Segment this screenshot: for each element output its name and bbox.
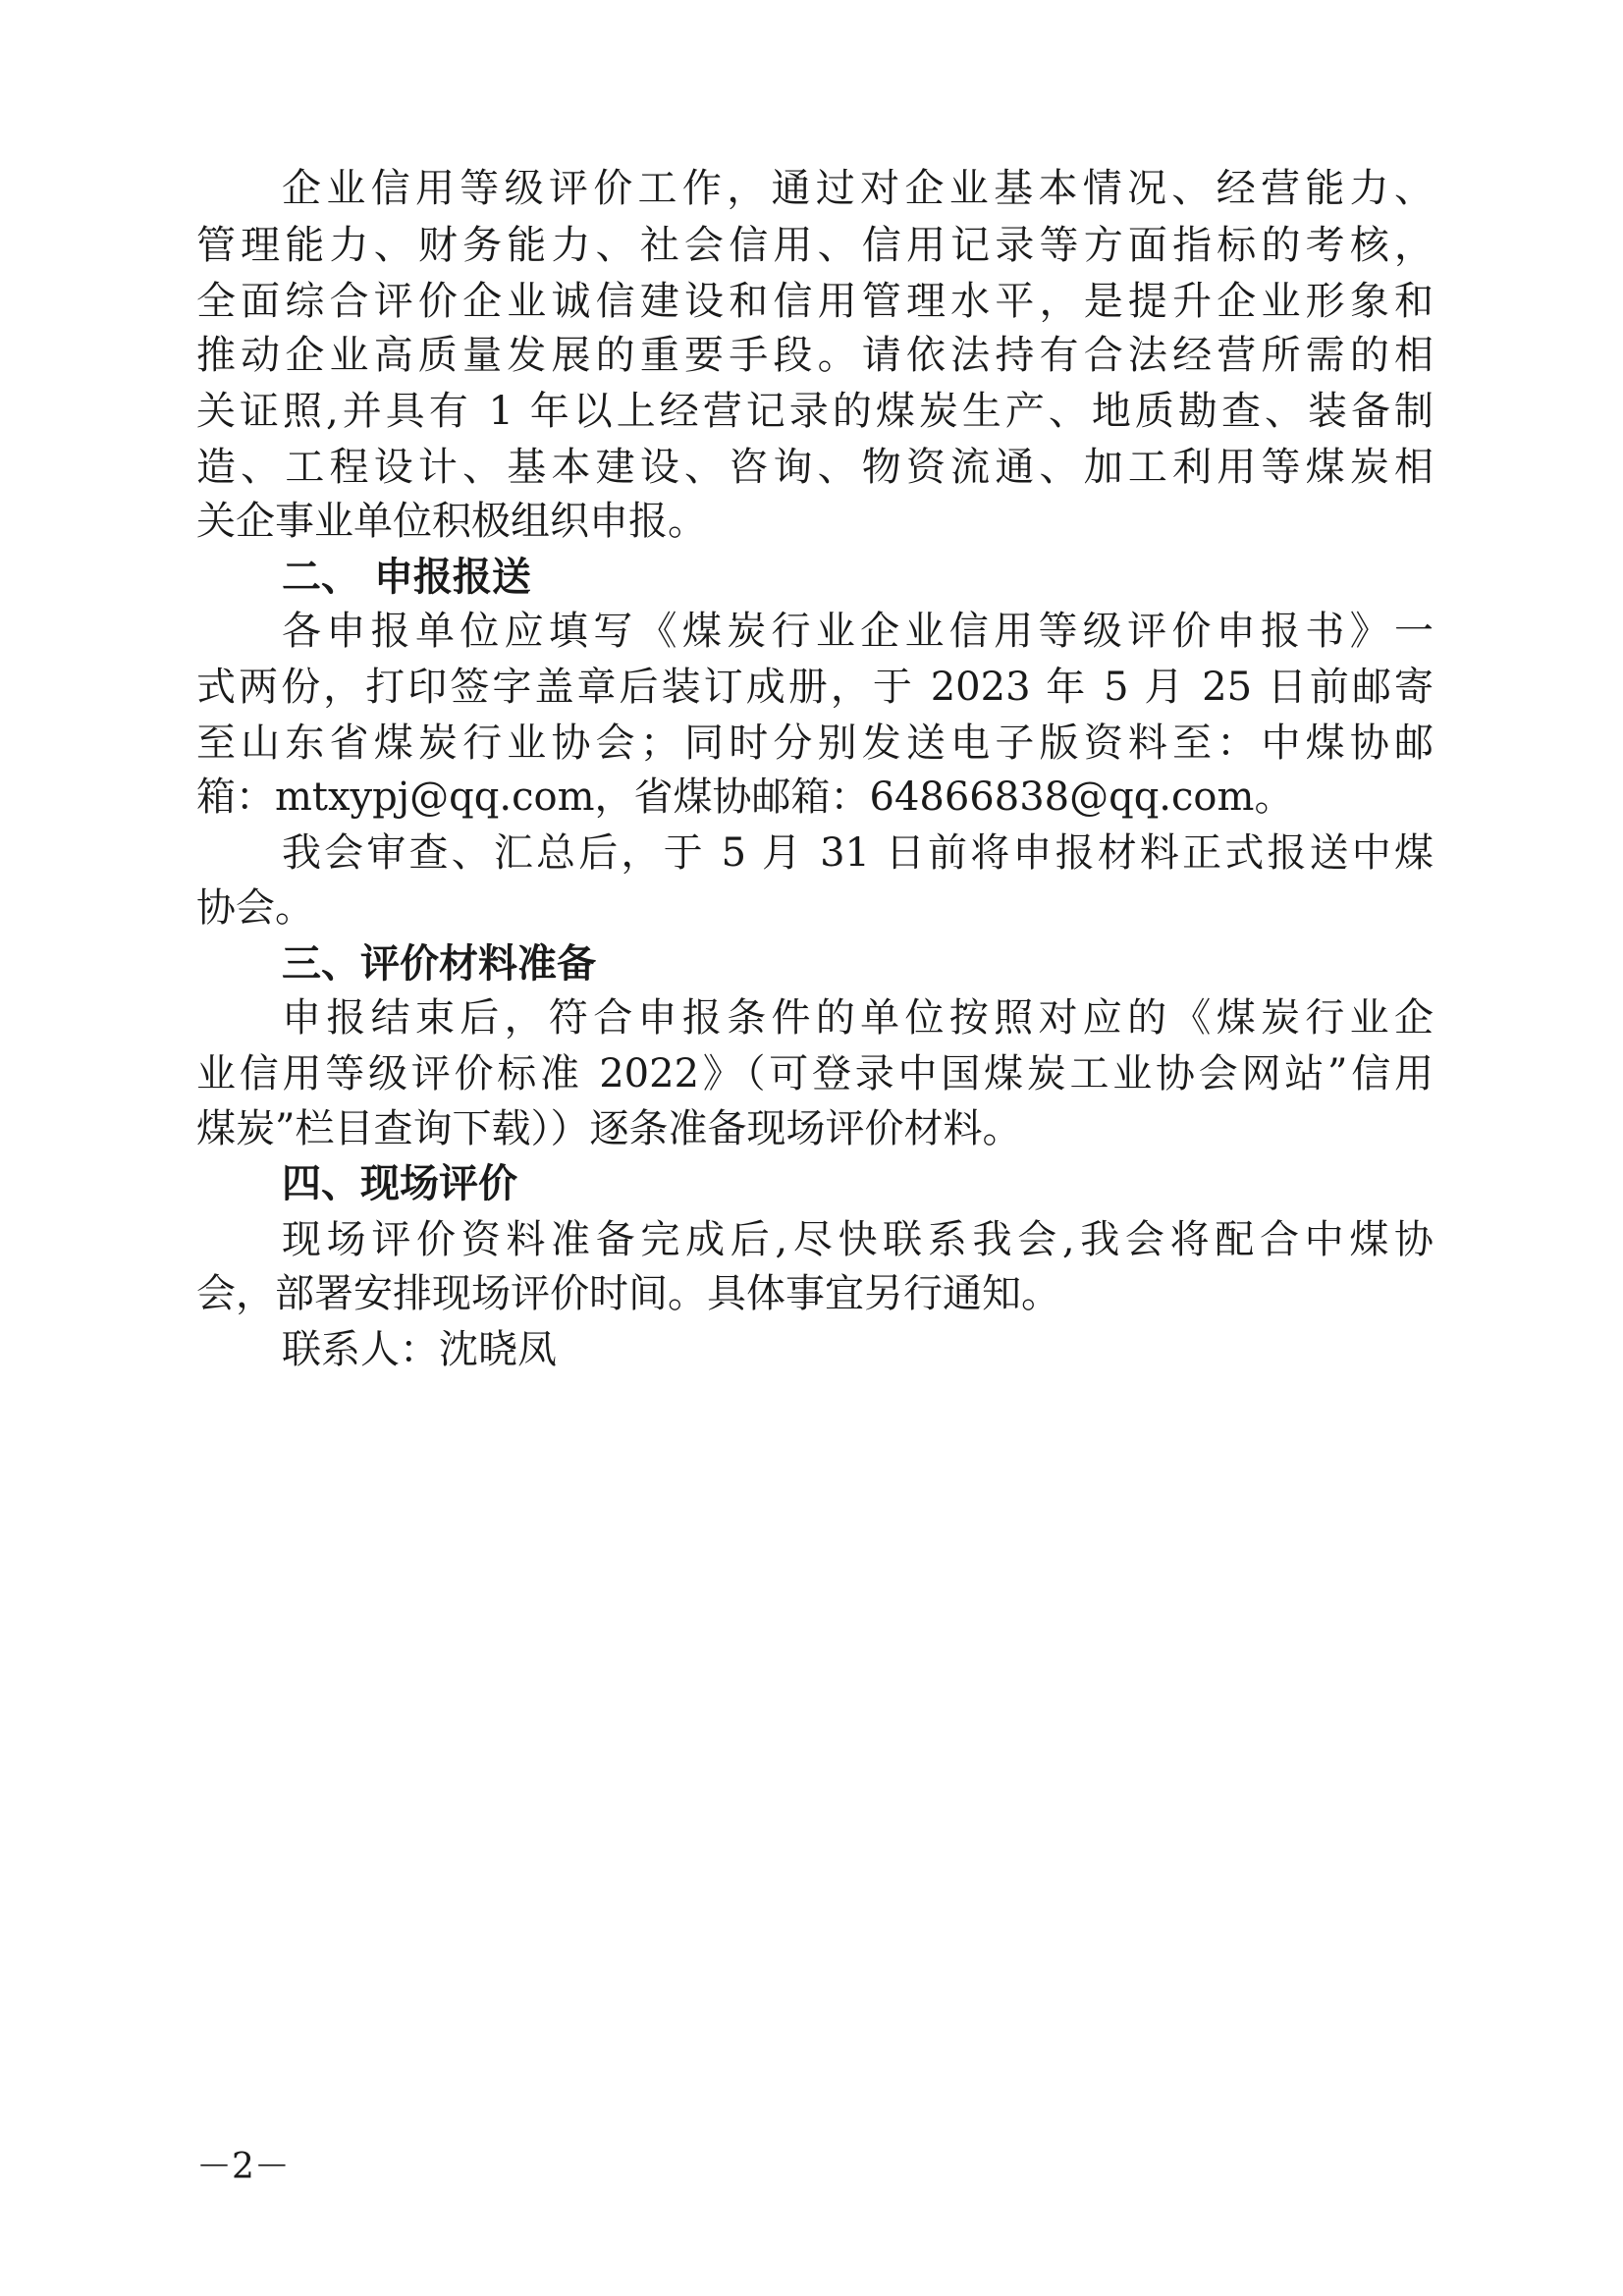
- paragraph-line: 企业信用等级评价工作，通过对企业基本情况、经营能力、: [282, 166, 1434, 211]
- paragraph-line: 至山东省煤炭行业协会；同时分别发送电子版资料至：中煤协邮: [196, 721, 1434, 766]
- paragraph-line: 关企事业单位积极组织申报。: [196, 499, 707, 544]
- paragraph-line: 各申报单位应填写《煤炭行业企业信用等级评价申报书》一: [282, 609, 1434, 654]
- section-heading: 四、现场评价: [282, 1161, 517, 1206]
- paragraph-line: 推动企业高质量发展的重要手段。请依法持有合法经营所需的相: [196, 333, 1434, 378]
- contact-line: 联系人：沈晓凤: [282, 1327, 557, 1372]
- paragraph-line: 全面综合评价企业诚信建设和信用管理水平，是提升企业形象和: [196, 279, 1434, 324]
- paragraph-line: 现场评价资料准备完成后,尽快联系我会,我会将配合中煤协: [282, 1217, 1434, 1262]
- paragraph-line: 管理能力、财务能力、社会信用、信用记录等方面指标的考核，: [196, 223, 1434, 268]
- paragraph-line: 申报结束后，符合申报条件的单位按照对应的《煤炭行业企: [282, 995, 1434, 1041]
- paragraph-line: 关证照,并具有 1 年以上经营记录的煤炭生产、地质勘查、装备制: [196, 389, 1434, 434]
- paragraph-line: 业信用等级评价标准 2022》（可登录中国煤炭工业协会网站”信用: [196, 1051, 1434, 1096]
- paragraph-line: 协会。: [196, 885, 314, 931]
- paragraph-line: 会，部署安排现场评价时间。具体事宜另行通知。: [196, 1271, 1060, 1316]
- page-number: －2－: [196, 2147, 290, 2187]
- section-heading: 二、 申报报送: [282, 555, 531, 600]
- paragraph-line: 箱：mtxypj@qq.com，省煤协邮箱：64866838@qq.com。: [196, 774, 1294, 820]
- paragraph-line: 我会审查、汇总后，于 5 月 31 日前将申报材料正式报送中煤: [282, 830, 1434, 876]
- paragraph-line: 煤炭”栏目查询下载））逐条准备现场评价材料。: [196, 1106, 1022, 1151]
- paragraph-line: 造、工程设计、基本建设、咨询、物资流通、加工利用等煤炭相: [196, 445, 1434, 490]
- section-heading: 三、评价材料准备: [282, 941, 596, 987]
- paragraph-line: 式两份，打印签字盖章后装订成册，于 2023 年 5 月 25 日前邮寄: [196, 665, 1434, 710]
